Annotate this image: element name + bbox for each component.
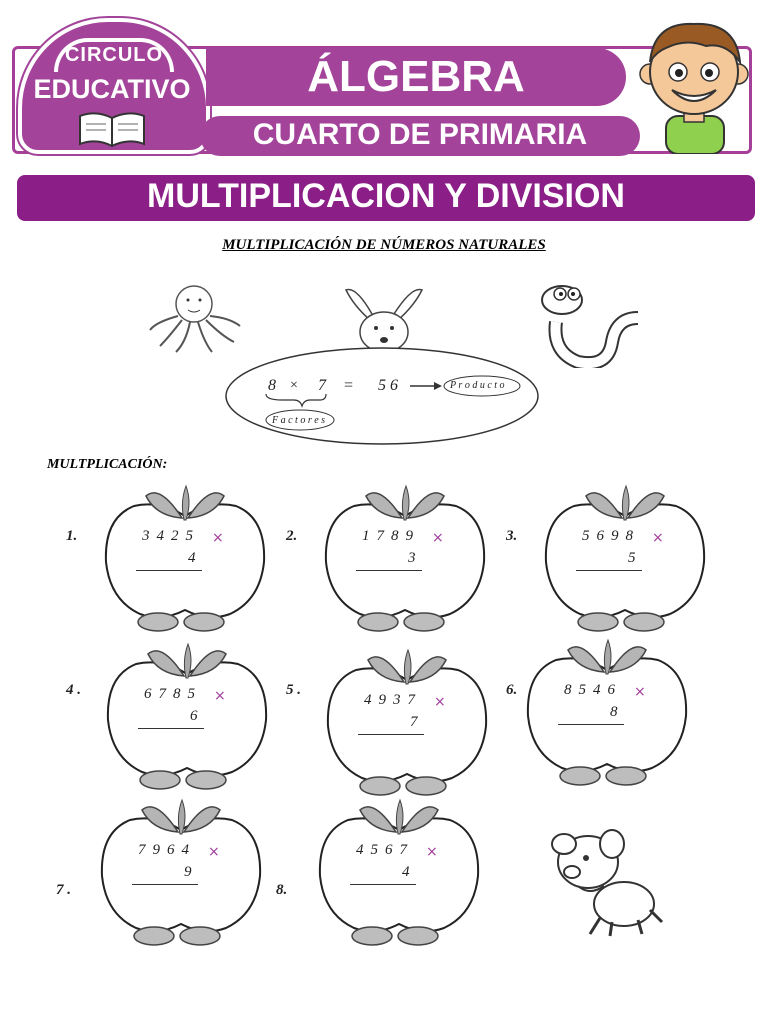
- exercise-number: 4 .: [66, 682, 81, 698]
- multiplicand: 7964: [138, 842, 196, 858]
- multiplicand: 8546: [564, 682, 622, 698]
- diagram-factor2: 7: [318, 377, 326, 394]
- result-line: [356, 570, 422, 571]
- section-title: MULTIPLICACIÓN DE NÚMEROS NATURALES: [222, 237, 546, 253]
- multiply-sign: ×: [434, 694, 446, 710]
- exercise-number: 5 .: [286, 682, 301, 698]
- multiplicand: 4567: [356, 842, 414, 858]
- apple-icon: [320, 482, 490, 632]
- octopus-icon: [146, 282, 242, 356]
- apple-exercise: [96, 796, 266, 946]
- diagram-factor1: 8: [268, 377, 276, 394]
- apple-exercise: [102, 640, 272, 790]
- boy-mascot-icon: [636, 16, 752, 154]
- result-line: [558, 724, 624, 725]
- exercise-number: 1.: [66, 528, 78, 544]
- diagram-equals: =: [344, 377, 354, 394]
- apple-exercise: [540, 482, 710, 632]
- topic-title: MULTIPLICACION Y DIVISION: [147, 177, 625, 215]
- subject-title: ÁLGEBRA: [307, 52, 525, 101]
- multiplicand: 6785: [144, 686, 202, 702]
- factors-label: F a c t o r e s: [272, 415, 326, 426]
- diagram-times: ×: [290, 378, 298, 393]
- book-icon: [76, 108, 148, 148]
- multiplier: 4: [188, 550, 203, 566]
- apple-icon: [522, 636, 692, 786]
- exercise-number: 7 .: [56, 882, 71, 898]
- multiply-sign: ×: [208, 844, 220, 860]
- apple-exercise: [322, 646, 492, 796]
- worm-icon: [538, 282, 644, 368]
- result-line: [358, 734, 424, 735]
- exercise-number: 2.: [286, 528, 298, 544]
- multiply-sign: ×: [652, 530, 664, 546]
- exercise-number: 8.: [276, 882, 288, 898]
- product-label: P r o d u c t o: [450, 380, 505, 391]
- result-line: [136, 570, 202, 571]
- result-line: [132, 884, 198, 885]
- result-line: [138, 728, 204, 729]
- apple-exercise: [320, 482, 490, 632]
- multiplier: 8: [610, 704, 625, 720]
- exercise-number: 3.: [506, 528, 518, 544]
- grade-title: CUARTO DE PRIMARIA: [252, 118, 588, 151]
- multiplier: 4: [402, 864, 417, 880]
- product-diagram: [222, 346, 546, 450]
- multiplicand: 3425: [142, 528, 200, 544]
- multiplier: 9: [184, 864, 199, 880]
- multiplier: 3: [408, 550, 423, 566]
- apple-icon: [102, 640, 272, 790]
- apple-exercise: [100, 482, 270, 632]
- multiplicand: 4937: [364, 692, 422, 708]
- result-line: [350, 884, 416, 885]
- apple-icon: [314, 796, 484, 946]
- exercises-label: MULTPLICACIÓN:: [47, 457, 168, 472]
- apple-icon: [96, 796, 266, 946]
- exercise-number: 6.: [506, 682, 518, 698]
- multiplier: 6: [190, 708, 205, 724]
- multiply-sign: ×: [214, 688, 226, 704]
- diagram-result: 5 6: [378, 377, 398, 394]
- multiply-sign: ×: [432, 530, 444, 546]
- multiply-sign: ×: [634, 684, 646, 700]
- apple-exercise: [314, 796, 484, 946]
- multiply-sign: ×: [212, 530, 224, 546]
- multiply-sign: ×: [426, 844, 438, 860]
- multiplier: 7: [410, 714, 425, 730]
- badge-line2: EDUCATIVO: [33, 74, 191, 104]
- multiplicand: 5698: [582, 528, 640, 544]
- apple-exercise: [522, 636, 692, 786]
- dog-icon: [550, 826, 666, 938]
- apple-icon: [100, 482, 270, 632]
- multiplicand: 1789: [362, 528, 420, 544]
- apple-icon: [322, 646, 492, 796]
- badge-line1: CIRCULO: [64, 44, 164, 66]
- result-line: [576, 570, 642, 571]
- multiplier: 5: [628, 550, 643, 566]
- apple-icon: [540, 482, 710, 632]
